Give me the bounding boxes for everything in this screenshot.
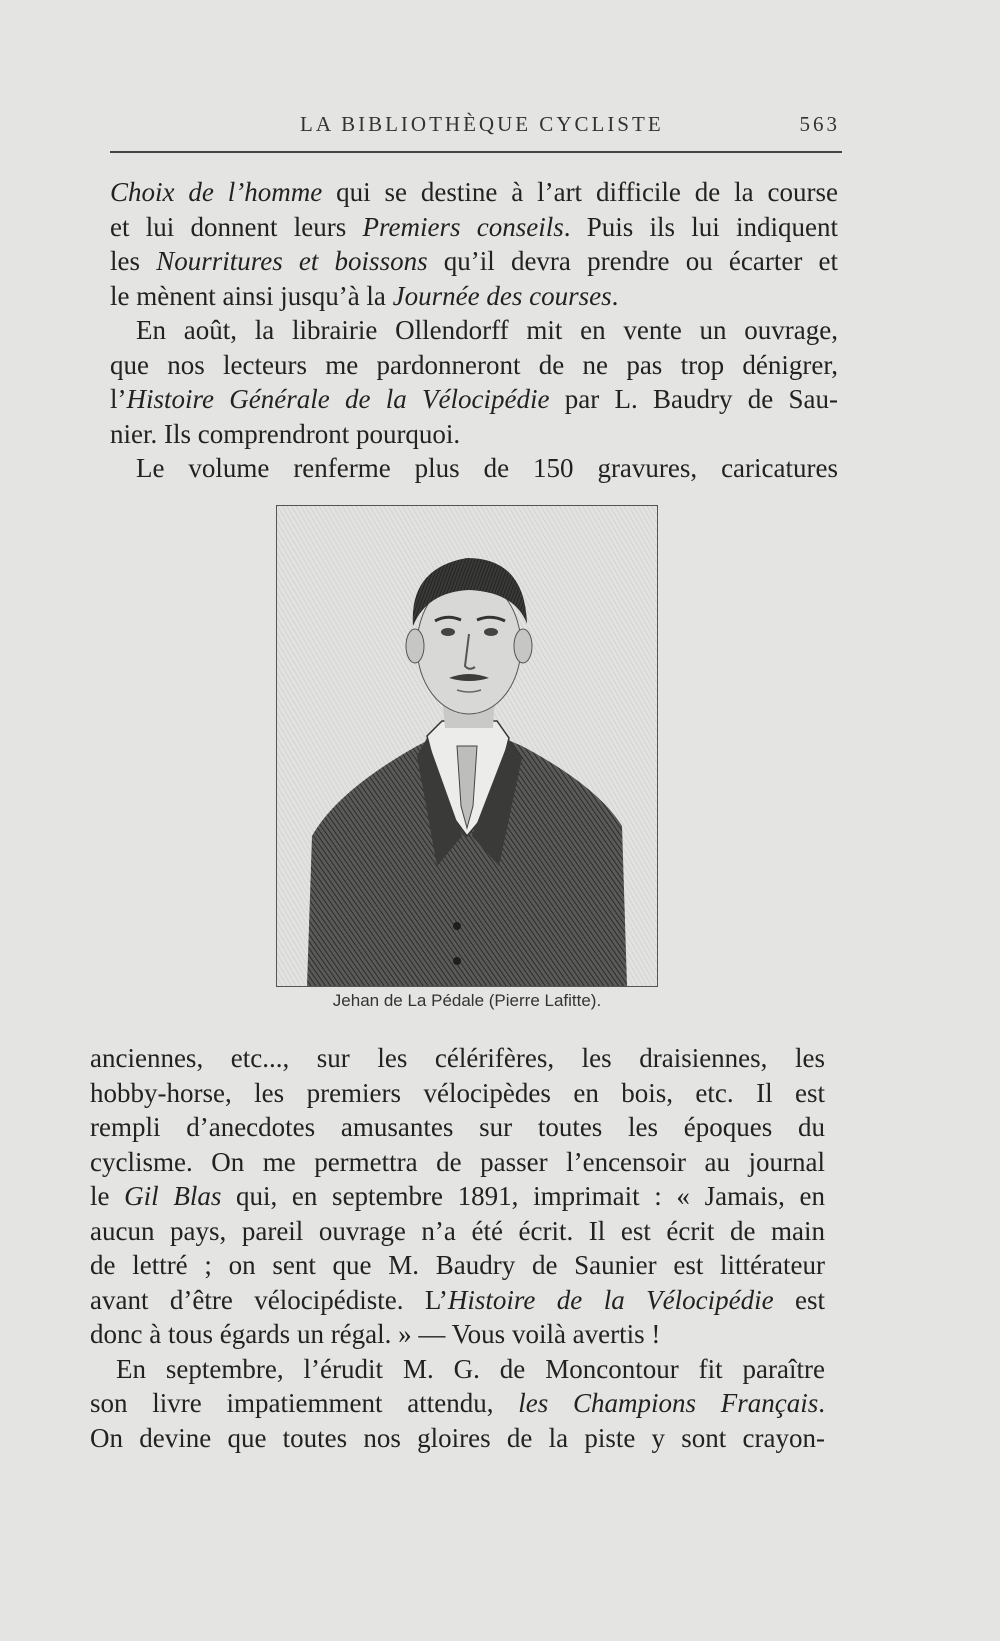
italic-title: les Champions Français (518, 1388, 819, 1418)
italic-title: Histoire de la Vélocipédie (447, 1284, 774, 1315)
italic-title: Choix de l’homme (110, 177, 323, 207)
text-line: les Nourritures et boissons qu’il devra prendre ou écarter et (110, 246, 838, 276)
portrait-engraving (276, 505, 658, 987)
text-line: On devine que toutes nos gloires de la piste y sont crayon- (90, 1422, 825, 1453)
text-line: cyclisme. On me permettra de passer l’encensoir au journal (90, 1146, 825, 1177)
portrait-drawing (277, 506, 657, 986)
text-block-top (110, 175, 838, 486)
header-rule (110, 151, 842, 153)
text-line: de lettré ; on sent que M. Baudry de Saunier est littérateur (90, 1250, 825, 1280)
text-line: son livre impatiemment attendu, les Champions Français. (90, 1388, 825, 1418)
text-line: Le volume renferme plus de 150 gravures, caricatures (136, 453, 838, 483)
text-line: avant d’être vélocipédiste. L’Histoire de la Vélocipédie est (90, 1284, 825, 1315)
text-line: le mènent ainsi jusqu’à la Journée des courses. (110, 280, 619, 311)
running-header (110, 112, 840, 142)
italic-title: Histoire Générale de la Vélocipédie (126, 384, 550, 414)
figure-caption: Jehan de La Pédale (Pierre Lafitte). (332, 991, 602, 1010)
italic-title: Journée des courses (392, 280, 612, 311)
italic-title: Gil Blas (124, 1181, 222, 1211)
text-line: rempli d’anecdotes amusantes sur toutes les époques du (90, 1112, 825, 1142)
text-line: que nos lecteurs me pardonneront de ne pas trop dénigrer, (110, 349, 838, 380)
italic-title: Nourritures et boissons (156, 246, 428, 276)
running-title: LA BIBLIOTHÈQUE CYCLISTE (300, 112, 664, 136)
text-block-bottom (90, 1041, 825, 1455)
text-line: Choix de l’homme qui se destine à l’art difficile de la course (110, 177, 838, 207)
text-line: En août, la librairie Ollendorff mit en vente un ouvrage, (136, 315, 838, 345)
text-line: aucun pays, pareil ouvrage n’a été écrit. Il est écrit de main (90, 1215, 825, 1246)
text-line: hobby-horse, les premiers vélocipèdes en bois, etc. Il est (90, 1077, 825, 1108)
text-line: nier. Ils comprendront pourquoi. (110, 418, 461, 449)
text-line: En septembre, l’érudit M. G. de Moncontour fit paraître (116, 1353, 825, 1384)
text-line: le Gil Blas qui, en septembre 1891, imprimait : « Jamais, en (90, 1181, 825, 1211)
text-line: et lui donnent leurs Premiers conseils. Puis ils lui indiquent (110, 211, 839, 242)
text-line: l’Histoire Générale de la Vélocipédie par L. Baudry de Sau- (110, 384, 838, 414)
page-number: 563 (799, 112, 840, 136)
italic-title: Premiers conseils (362, 211, 564, 242)
text-line: anciennes, etc..., sur les célérifères, les draisiennes, les (90, 1043, 825, 1073)
text-line: donc à tous égards un régal. » — Vous voilà avertis ! (90, 1319, 661, 1349)
